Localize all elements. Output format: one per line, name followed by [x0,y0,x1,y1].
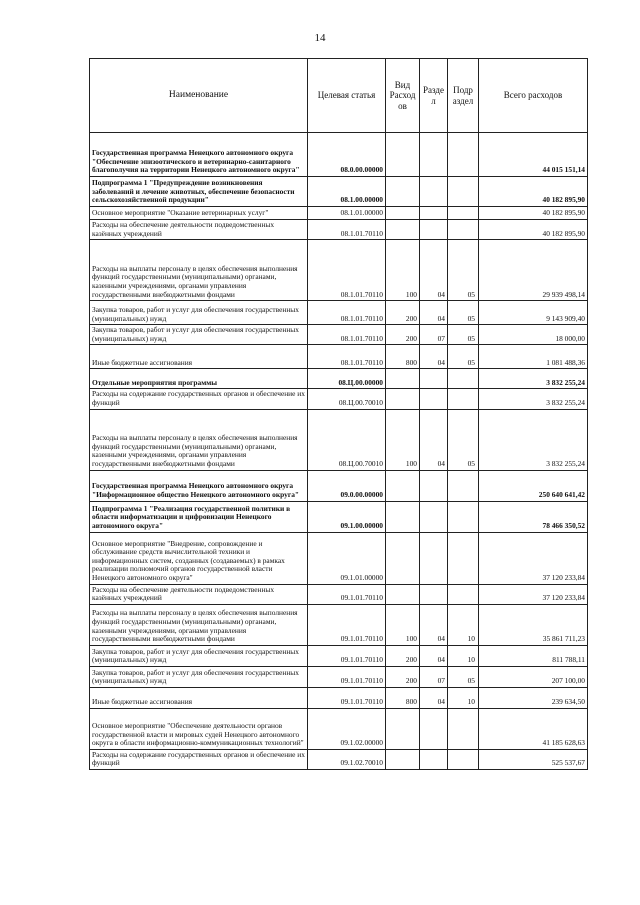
table-row [90,345,588,369]
row-total: 41 185 628,63 [479,708,588,749]
row-total: 37 120 233,84 [479,584,588,604]
row-type: 100 [386,240,420,301]
row-type [386,708,420,749]
row-type [386,369,420,389]
row-name: Государственная программа Ненецкого автономного округа "Информационное общество Ненецкого автономного округа" [90,470,308,501]
row-name: Иные бюджетные ассигнования [90,345,308,369]
row-target: 09.1.02.00000 [308,708,386,749]
row-type [386,207,420,220]
row-subsection [448,177,479,207]
row-target: 08.Ц.00.70010 [308,389,386,409]
table-row [90,604,588,645]
row-section: 04 [420,301,448,325]
row-type: 200 [386,325,420,345]
table-header-row [90,59,588,133]
row-total: 250 640 641,42 [479,470,588,501]
row-section [420,207,448,220]
row-total: 35 861 711,23 [479,604,588,645]
row-total: 18 000,00 [479,325,588,345]
row-name: Расходы на выплаты персоналу в целях обеспечения выполнения функций государственными (муниципальными) органами, казенными учреждениями, органами управления государственными внебюджетными фондами [90,240,308,301]
row-name: Расходы на обеспечение деятельности подведомственных казённых учреждений [90,220,308,240]
row-name: Подпрограмма 1 "Реализация государственной политики в области информатизации и цифровизации Ненецкого автономного округа" [90,501,308,532]
row-total: 525 537,67 [479,749,588,769]
row-total: 207 100,00 [479,666,588,687]
row-target: 09.1.01.70110 [308,584,386,604]
table-row [90,240,588,301]
row-subsection [448,749,479,769]
row-subsection [448,220,479,240]
row-target: 08.1.01.00000 [308,207,386,220]
table-row [90,389,588,409]
row-target: 08.1.01.70110 [308,240,386,301]
row-target: 08.Ц.00.00000 [308,369,386,389]
row-target: 08.1.01.70110 [308,301,386,325]
row-section [420,708,448,749]
table-row [90,325,588,345]
row-section [420,584,448,604]
header-subsection: Подр аздел [448,59,479,133]
page-number: 14 [314,32,326,44]
table-row [90,369,588,389]
header-name: Наименование [90,59,308,133]
row-type: 200 [386,301,420,325]
row-section [420,133,448,177]
row-subsection: 05 [448,345,479,369]
row-target: 08.1.00.00000 [308,177,386,207]
row-target: 09.1.01.70110 [308,645,386,666]
table-row [90,207,588,220]
row-section [420,177,448,207]
row-type: 200 [386,666,420,687]
table-row [90,645,588,666]
row-total: 40 182 895,90 [479,220,588,240]
table-row [90,687,588,708]
row-type: 800 [386,345,420,369]
header-type: Вид Расход ов [386,59,420,133]
row-name: Закупка товаров, работ и услуг для обеспечения государственных (муниципальных) нужд [90,325,308,345]
row-section [420,749,448,769]
row-name: Расходы на выплаты персоналу в целях обеспечения выполнения функций государственными (муниципальными) органами, казенными учреждениями, органами управления государственными внебюджетными фондами [90,409,308,470]
row-name: Расходы на содержание государственных органов и обеспечение их функций [90,389,308,409]
row-name: Основное мероприятие "Внедрение, сопровождение и обслуживание средств вычислительной техники и информационных систем, созданных (создаваемых) в рамках реализации полномочий органов государственной власти Ненецкого автономного округа" [90,532,308,584]
row-type [386,532,420,584]
table-row [90,133,588,177]
row-target: 09.1.00.00000 [308,501,386,532]
row-name: Иные бюджетные ассигнования [90,687,308,708]
row-section: 07 [420,325,448,345]
row-total: 40 182 895,90 [479,177,588,207]
row-name: Расходы на выплаты персоналу в целях обеспечения выполнения функций государственными (муниципальными) органами, казенными учреждениями, органами управления государственными внебюджетными фондами [90,604,308,645]
row-total: 29 939 498,14 [479,240,588,301]
row-target: 09.0.00.00000 [308,470,386,501]
row-subsection [448,708,479,749]
table-row [90,666,588,687]
row-name: Расходы на содержание государственных органов и обеспечение их функций [90,749,308,769]
row-section: 04 [420,240,448,301]
row-section: 07 [420,666,448,687]
row-target: 09.1.01.70110 [308,687,386,708]
row-target: 09.1.01.70110 [308,604,386,645]
row-subsection [448,532,479,584]
row-name: Закупка товаров, работ и услуг для обеспечения государственных (муниципальных) нужд [90,666,308,687]
row-target: 08.1.01.70110 [308,220,386,240]
row-section: 04 [420,604,448,645]
header-target: Целевая статья [308,59,386,133]
row-subsection: 05 [448,666,479,687]
row-name: Основное мероприятие "Оказание ветеринарных услуг" [90,207,308,220]
row-section [420,220,448,240]
row-name: Отдельные мероприятия программы [90,369,308,389]
row-name: Закупка товаров, работ и услуг для обеспечения государственных (муниципальных) нужд [90,301,308,325]
row-total: 78 466 350,52 [479,501,588,532]
row-subsection [448,584,479,604]
row-target: 09.1.01.70110 [308,666,386,687]
row-type [386,133,420,177]
row-section [420,470,448,501]
row-target: 08.1.01.70110 [308,345,386,369]
table-row [90,501,588,532]
row-total: 811 788,11 [479,645,588,666]
row-section [420,532,448,584]
row-total: 1 081 488,36 [479,345,588,369]
table-row [90,532,588,584]
row-subsection: 10 [448,645,479,666]
table-row [90,749,588,769]
row-type: 100 [386,409,420,470]
row-subsection: 10 [448,604,479,645]
row-total: 9 143 909,40 [479,301,588,325]
row-type [386,749,420,769]
row-type [386,389,420,409]
row-name: Расходы на обеспечение деятельности подведомственных казённых учреждений [90,584,308,604]
row-target: 08.0.00.00000 [308,133,386,177]
row-type: 200 [386,645,420,666]
row-total: 3 832 255,24 [479,389,588,409]
row-subsection: 05 [448,240,479,301]
row-name: Подпрограмма 1 "Предупреждение возникновения заболеваний и лечение животных, обеспечение безопасности сельскохозяйственной продукции" [90,177,308,207]
row-section: 04 [420,687,448,708]
row-subsection [448,470,479,501]
row-subsection: 05 [448,409,479,470]
row-subsection [448,133,479,177]
table-row [90,470,588,501]
table-row [90,177,588,207]
table-row [90,220,588,240]
row-type [386,584,420,604]
row-name: Закупка товаров, работ и услуг для обеспечения государственных (муниципальных) нужд [90,645,308,666]
row-target: 08.1.01.70110 [308,325,386,345]
row-total: 3 832 255,24 [479,409,588,470]
table-row [90,409,588,470]
row-subsection: 05 [448,301,479,325]
row-section: 04 [420,409,448,470]
row-type [386,220,420,240]
row-name: Государственная программа Ненецкого автономного округа "Обеспечение эпизоотического и ветеринарно-санитарного благополучия на территории Ненецкого автономного округа" [90,133,308,177]
row-subsection [448,389,479,409]
row-total: 40 182 895,90 [479,207,588,220]
row-type: 800 [386,687,420,708]
row-section: 04 [420,345,448,369]
row-section [420,389,448,409]
row-section: 04 [420,645,448,666]
row-subsection: 10 [448,687,479,708]
row-type [386,470,420,501]
table-row [90,584,588,604]
row-target: 09.1.02.70010 [308,749,386,769]
header-section: Разде л [420,59,448,133]
row-type [386,177,420,207]
row-subsection: 05 [448,325,479,345]
row-total: 3 832 255,24 [479,369,588,389]
row-total: 37 120 233,84 [479,532,588,584]
row-total: 239 634,50 [479,687,588,708]
row-target: 08.Ц.00.70010 [308,409,386,470]
row-subsection [448,369,479,389]
row-total: 44 015 151,14 [479,133,588,177]
table-row [90,708,588,749]
expenses-table [89,58,588,770]
row-target: 09.1.01.00000 [308,532,386,584]
table-row [90,301,588,325]
row-type [386,501,420,532]
row-type: 100 [386,604,420,645]
row-section [420,501,448,532]
header-total: Всего расходов [479,59,588,133]
row-section [420,369,448,389]
row-subsection [448,501,479,532]
row-name: Основное мероприятие "Обеспечение деятельности органов государственной власти и мировых судей Ненецкого автономного округа в области информационно-коммуникационных технологий" [90,708,308,749]
row-subsection [448,207,479,220]
